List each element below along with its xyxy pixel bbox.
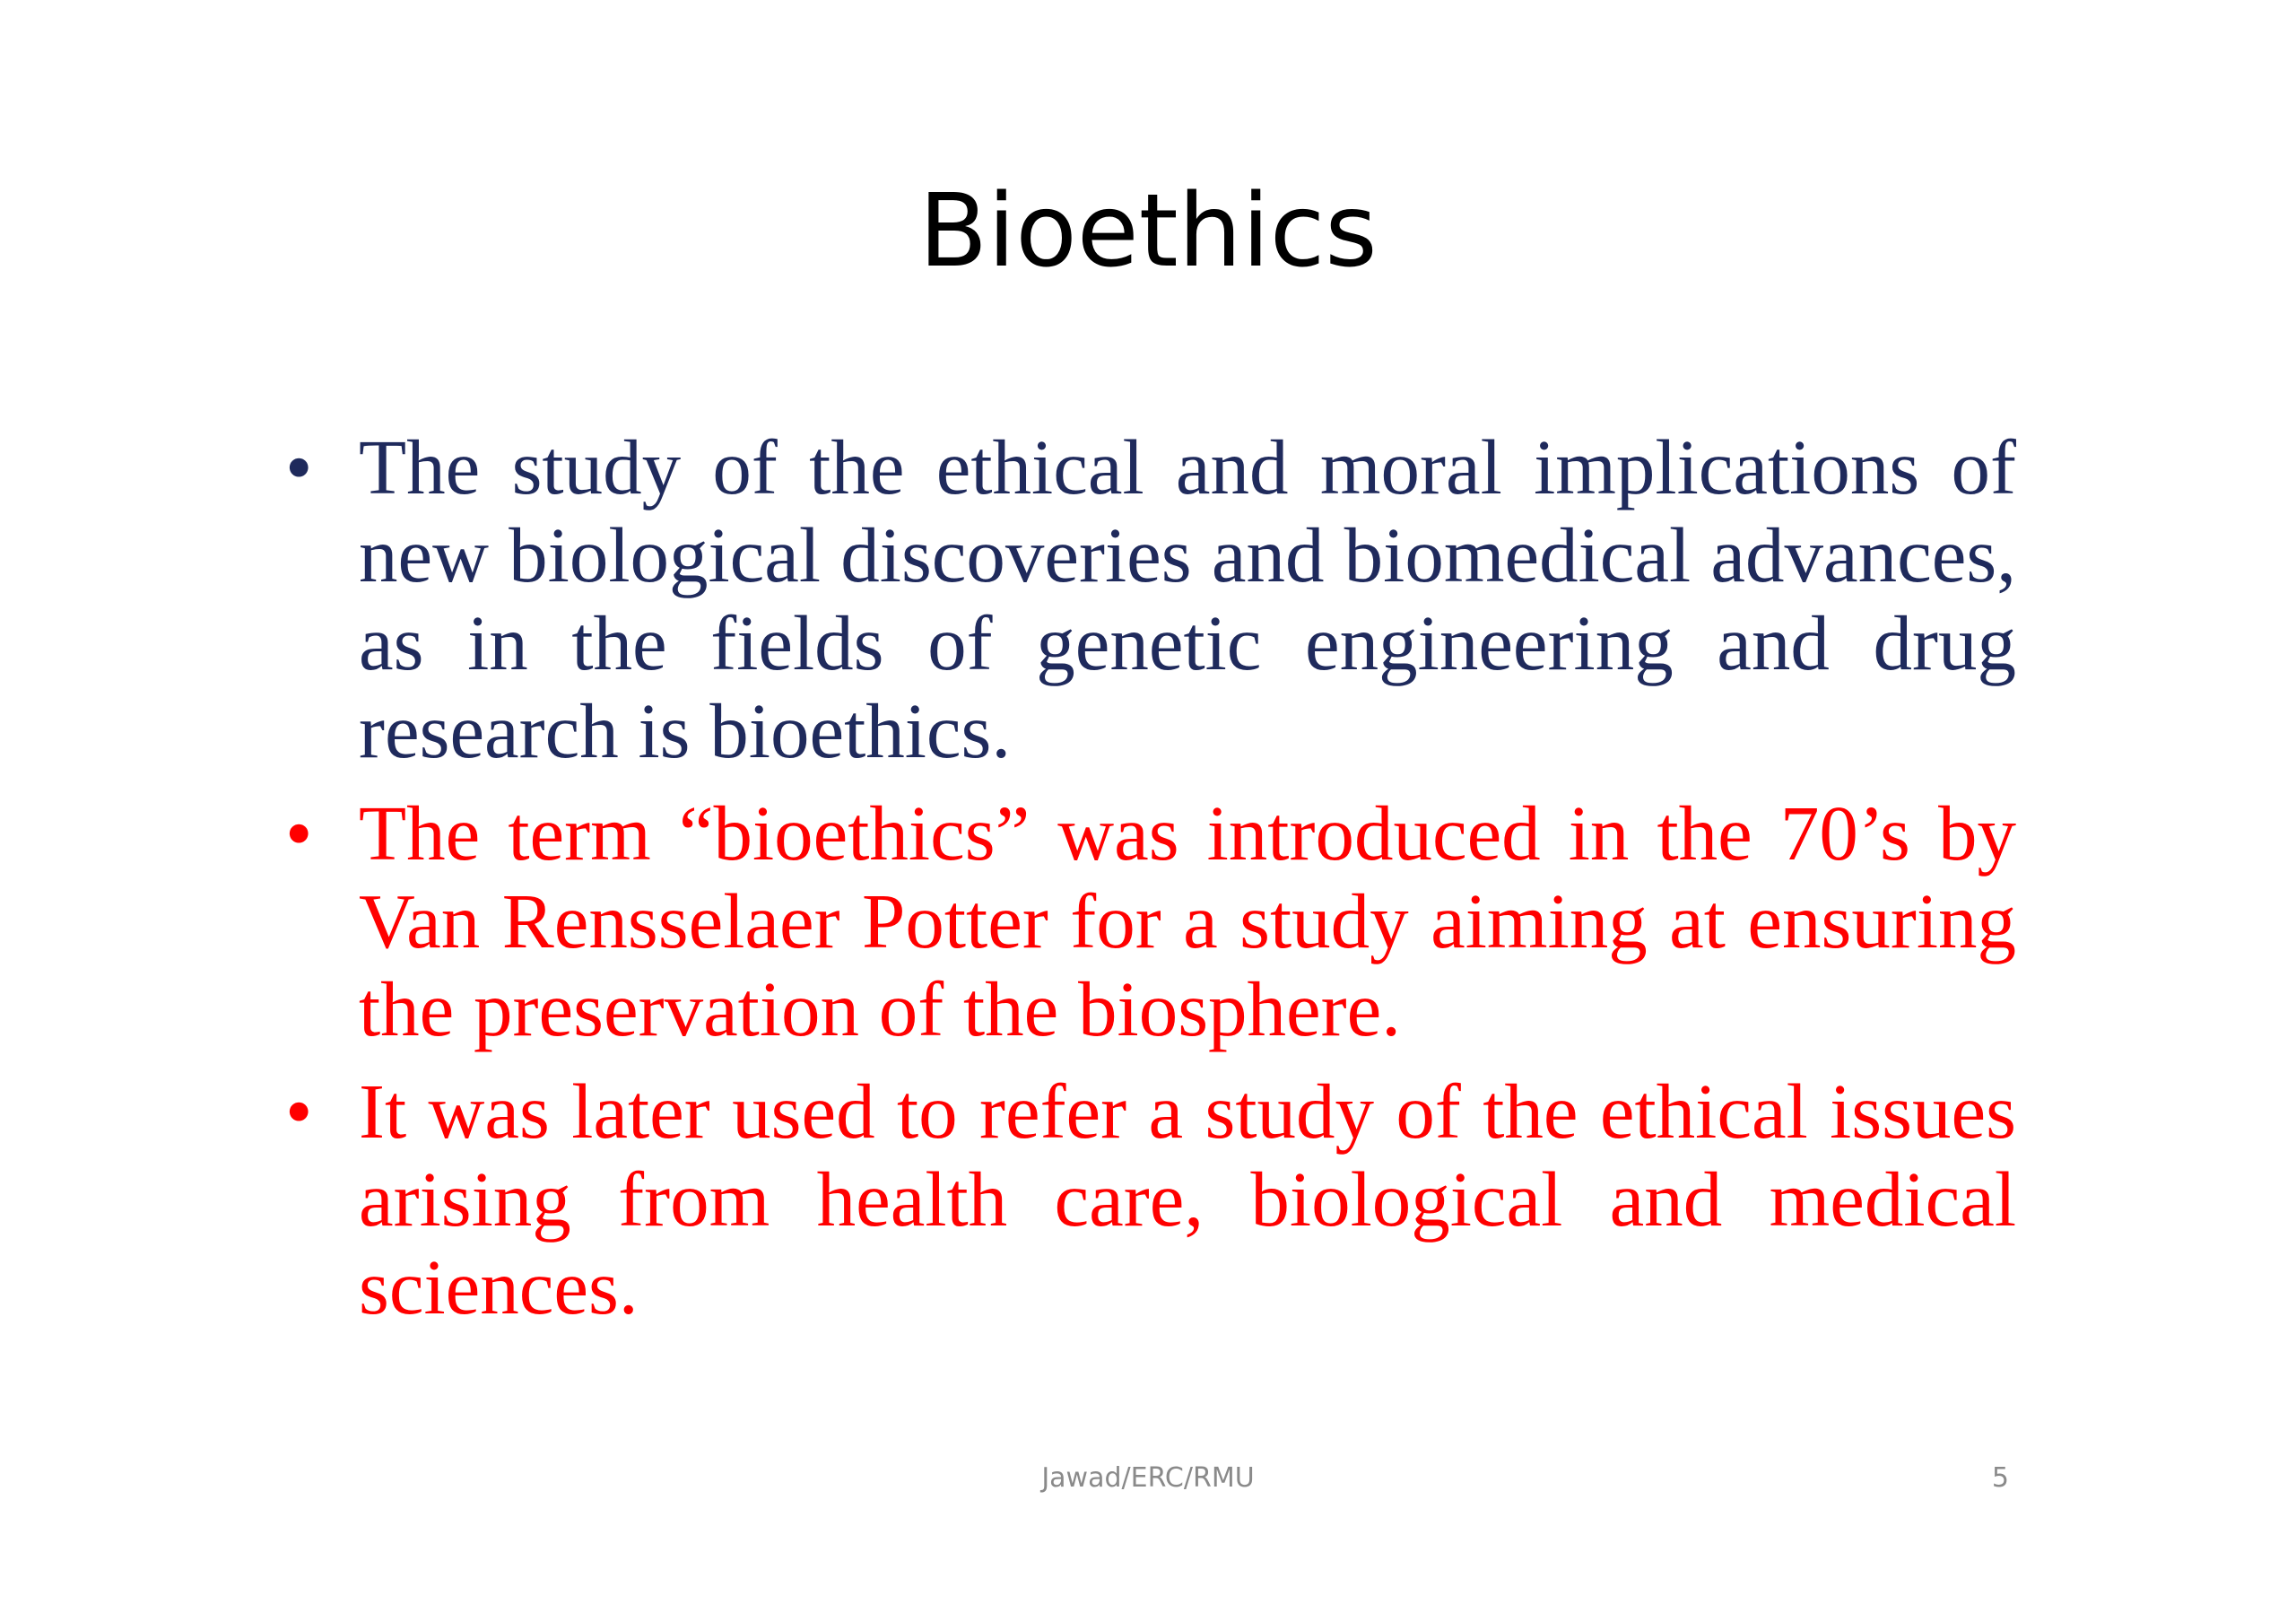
page-number: 5: [1991, 1462, 2009, 1494]
footer-author: Jawad/ERC/RMU: [1041, 1462, 1255, 1494]
bullet-list: [285, 423, 2016, 1346]
slide-title: Bioethics: [918, 173, 1378, 290]
bullet-item-term-origin: [285, 789, 2016, 1053]
bullet-item-definition: [285, 423, 2016, 775]
bullet-text: The study of the ethical and moral implications of new biological discoveries and biomedical advances, as in the fields of genetic engineering and drug research is bioethics.: [359, 423, 2016, 774]
bullet-text: It was later used to refer a study of the ethical issues arising from health care, biological and medical sciences.: [359, 1068, 2016, 1330]
bullet-text: The term “bioethics” was introduced in the 70’s by Van Rensselaer Potter for a study aiming at ensuring the preservation of the biosphere.: [359, 789, 2016, 1052]
bullet-marker: •: [285, 789, 313, 876]
bullet-item-later-use: [285, 1068, 2016, 1331]
bullet-marker: •: [285, 423, 313, 510]
bullet-marker: •: [285, 1068, 313, 1155]
